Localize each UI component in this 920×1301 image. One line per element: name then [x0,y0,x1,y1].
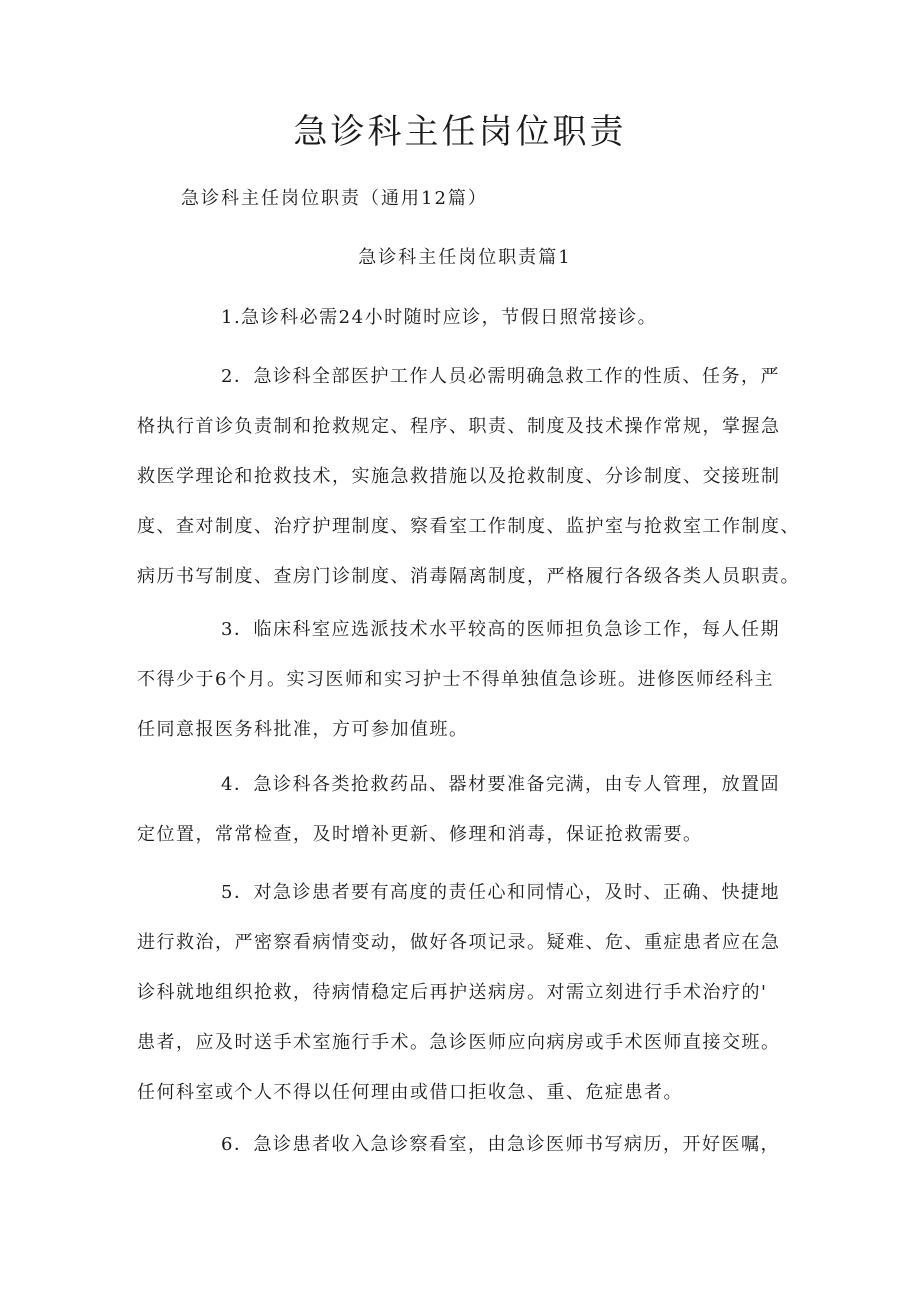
paragraph-5 [137,868,797,1118]
paragraph-1 [137,293,797,343]
paragraph-line: 定位置，常常检查，及时增补更新、修理和消毒，保证抢救需要。 [137,824,703,845]
paragraph-4 [137,760,797,860]
paragraph-line: 任何科室或个人不得以任何理由或借口拒收急、重、危症患者。 [137,1082,683,1103]
document-title: 急诊科主任岗位职责 [293,112,627,152]
paragraph-line: 任同意报医务科批准，方可参加值班。 [137,719,469,740]
paragraph-6 [137,1120,797,1170]
document-subtitle: 急诊科主任岗位职责（通用12篇） [181,188,488,209]
paragraph-line: 度、查对制度、治疗护理制度、察看室工作制度、监护室与抢救室工作制度、 [137,516,800,537]
paragraph-line: 格执行首诊负责制和抢救规定、程序、职责、制度及技术操作常规，掌握急 [137,416,781,437]
section-heading: 急诊科主任岗位职责篇1 [358,247,572,268]
paragraph-line: 5．对急诊患者要有高度的责任心和同情心，及时、正确、快捷地 [221,882,780,903]
paragraph-line: 6．急诊患者收入急诊察看室，由急诊医师书写病历，开好医嘱， [221,1134,780,1155]
paragraph-line: 进行救治，严密察看病情变动，做好各项记录。疑难、危、重症患者应在急 [137,932,781,953]
paragraph-line: 不得少于6个月。实习医师和实习护士不得单独值急诊班。进修医师经科主 [137,669,774,690]
paragraph-3 [137,605,797,755]
paragraph-line: 4．急诊科各类抢救药品、器材要准备完满，由专人管理，放置固 [221,774,780,795]
paragraph-line: 3．临床科室应选派技术水平较高的医师担负急诊工作，每人任期 [221,619,780,640]
paragraph-line: 病历书写制度、查房门诊制度、消毒隔离制度，严格履行各级各类人员职责。 [137,566,800,587]
paragraph-line: 1.急诊科必需24小时随时应诊，节假日照常接诊。 [221,307,658,328]
paragraph-line: 2．急诊科全部医护工作人员必需明确急救工作的性质、任务，严 [221,366,780,387]
paragraph-line: 患者，应及时送手术室施行手术。急诊医师应向病房或手术医师直接交班。 [137,1032,781,1053]
paragraph-line: 救医学理论和抢救技术，实施急救措施以及抢救制度、分诊制度、交接班制 [137,466,781,487]
paragraph-2 [137,352,800,602]
paragraph-line: 诊科就地组织抢救，待病情稳定后再护送病房。对需立刻进行手术治疗的' [137,982,768,1003]
